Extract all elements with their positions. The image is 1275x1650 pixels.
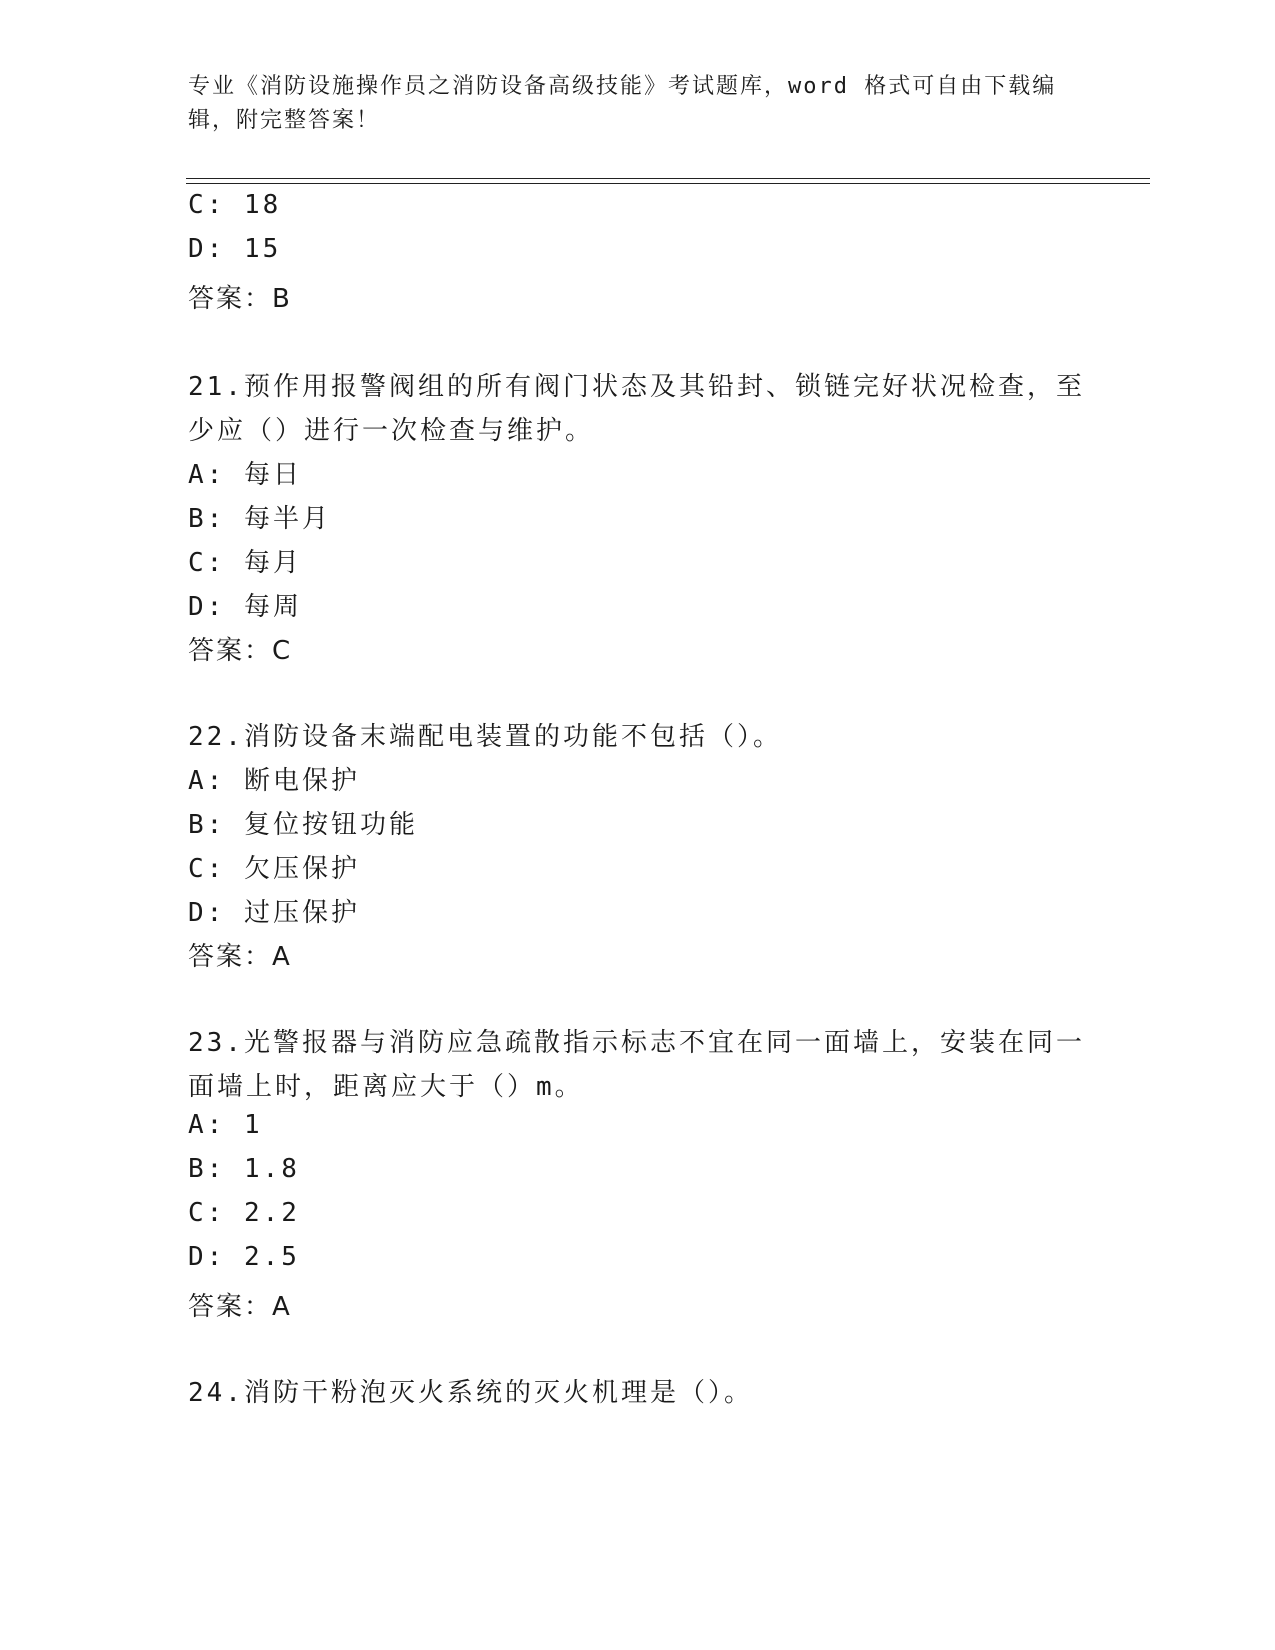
q24-stem-line-1: 24.消防干粉泡灭火系统的灭火机理是（）。 bbox=[188, 1378, 753, 1408]
q22-stem-line-1: 22.消防设备末端配电装置的功能不包括（）。 bbox=[188, 722, 782, 752]
q21-stem-line-1: 21.预作用报警阀组的所有阀门状态及其铅封、锁链完好状况检查，至 bbox=[188, 372, 1085, 402]
q23-stem-line-1: 23.光警报器与消防应急疏散指示标志不宜在同一面墙上，安装在同一 bbox=[188, 1028, 1085, 1058]
q22-option-d: D: 过压保护 bbox=[188, 898, 360, 928]
document-header bbox=[188, 70, 1068, 138]
q22-option-c: C: 欠压保护 bbox=[188, 854, 360, 884]
q21-option-a: A: 每日 bbox=[188, 460, 302, 490]
header-divider-top bbox=[186, 178, 1150, 179]
q23-option-b: B: 1.8 bbox=[188, 1154, 300, 1184]
header-line-1: 专业《消防设施操作员之消防设备高级技能》考试题库，word 格式可自由下载编 bbox=[188, 74, 1057, 99]
q22-answer: 答案：A bbox=[188, 942, 292, 972]
prev-option-c: C: 18 bbox=[188, 190, 282, 220]
q22-option-b: B: 复位按钮功能 bbox=[188, 810, 418, 840]
q21-option-c: C: 每月 bbox=[188, 548, 302, 578]
header-line-2: 辑，附完整答案！ bbox=[188, 108, 381, 133]
q23-stem-line-2: 面墙上时，距离应大于（）m。 bbox=[188, 1072, 584, 1102]
q22-option-a: A: 断电保护 bbox=[188, 766, 360, 796]
header-divider-bottom bbox=[186, 183, 1150, 184]
q23-option-a: A: 1 bbox=[188, 1110, 263, 1140]
q21-stem-line-2: 少应（）进行一次检查与维护。 bbox=[188, 416, 595, 446]
q23-option-d: D: 2.5 bbox=[188, 1242, 300, 1272]
q23-answer: 答案：A bbox=[188, 1292, 292, 1322]
q21-option-d: D: 每周 bbox=[188, 592, 302, 622]
q23-option-c: C: 2.2 bbox=[188, 1198, 300, 1228]
q21-answer: 答案：C bbox=[188, 636, 293, 666]
prev-answer: 答案：B bbox=[188, 284, 292, 314]
prev-option-d: D: 15 bbox=[188, 234, 282, 264]
q21-option-b: B: 每半月 bbox=[188, 504, 331, 534]
